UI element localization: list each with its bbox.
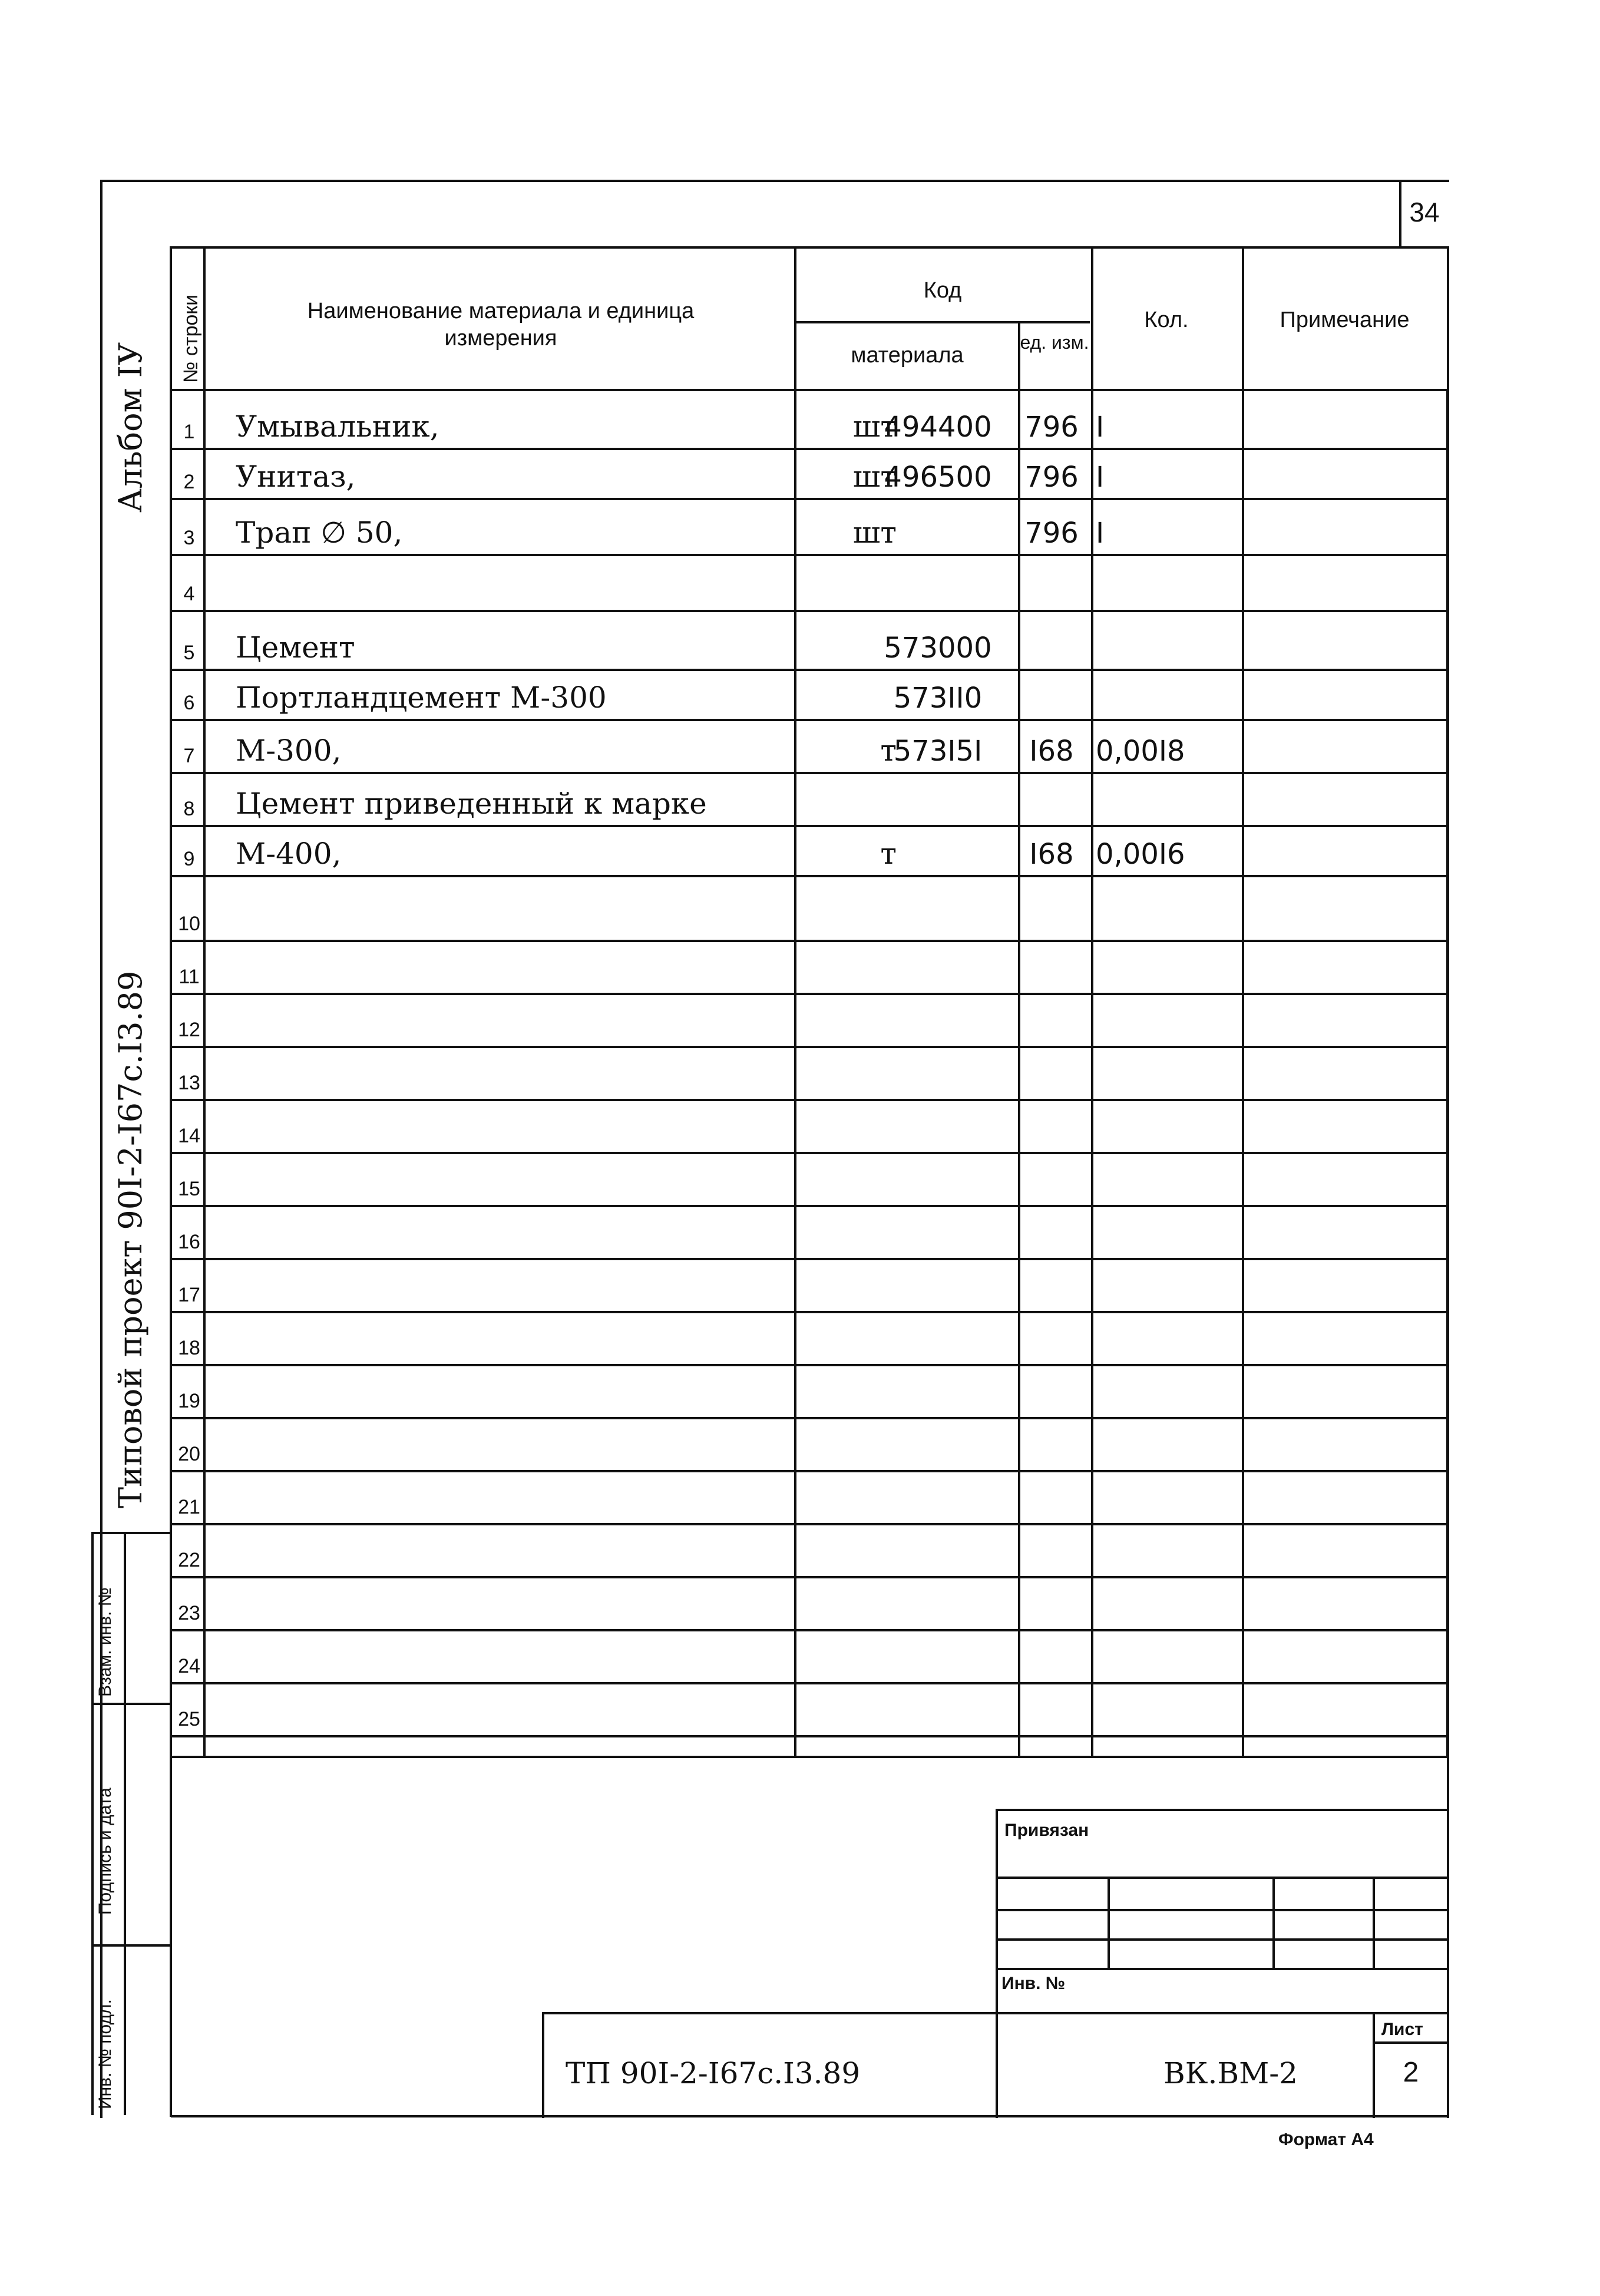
quantity [1096,619,1225,670]
row-number: 21 [178,1496,200,1518]
stamp-inv-replace: Взам. инв. № [95,1587,115,1697]
material-name [236,1473,860,1525]
quantity: 0,00I6 [1096,838,1185,871]
row-divider [171,1152,1449,1154]
material-name [236,1685,860,1737]
unit-code [1016,1526,1087,1578]
table-row [172,1261,1444,1313]
material-name [236,890,860,941]
table-row [172,1632,1444,1684]
row-number: 15 [178,1178,200,1200]
row-number: 22 [178,1549,200,1571]
material-name [236,1632,860,1684]
material-name [236,1049,860,1101]
row-number: 13 [178,1072,200,1094]
material-name: М-400, [236,837,342,871]
table-row [172,398,1444,450]
unit-code [1016,1367,1087,1419]
stamp-inv-orig: Инв. № подл. [95,1999,115,2109]
row-divider [171,1364,1449,1366]
tb-main-left [542,2012,544,2118]
material-code: 494400 [884,411,992,444]
table-row [172,1685,1444,1737]
row-divider [171,993,1449,995]
header-row-no: № строки [180,294,202,383]
quantity [1096,996,1225,1048]
tb-v1 [1108,1877,1110,1968]
row-divider [171,1258,1449,1260]
table-row [172,943,1444,995]
row-divider [171,1682,1449,1684]
quantity: I [1096,517,1105,550]
table-row [172,1526,1444,1578]
top-table-line [171,246,1449,249]
table-row [172,1208,1444,1260]
unit-code [1016,1208,1087,1260]
unit-code [1016,1420,1087,1472]
quantity [1096,1632,1225,1684]
table-row [172,619,1444,670]
row-divider [171,1523,1449,1525]
tb-main-top [542,2012,1449,2014]
row-divider [171,940,1449,942]
album-label: Альбом IУ [112,342,149,513]
material-name: Цемент [236,630,355,665]
material-name: М-300, [236,734,342,768]
unit-code [1016,943,1087,995]
unit-code [1016,1261,1087,1313]
quantity [1096,1367,1225,1419]
row-number: 17 [178,1284,200,1306]
material-name [236,1526,860,1578]
material-name [236,1261,860,1313]
row-number: 8 [183,798,195,820]
table-row [172,1049,1444,1101]
row-number: 20 [178,1443,200,1465]
table-bottom-line [171,1756,1449,1758]
table-row [172,504,1444,556]
row-number: 7 [183,745,195,767]
tb-line-1 [996,1877,1449,1879]
material-name [236,943,860,995]
tb-line-3 [996,1938,1449,1941]
table-row [172,1155,1444,1207]
row-divider [171,1417,1449,1419]
quantity: I [1096,461,1105,494]
quantity [1096,1208,1225,1260]
quantity [1096,1261,1225,1313]
unit-code [1016,560,1087,612]
material-name: Портландцемент М-300 [236,680,607,715]
unit-code [1016,1685,1087,1737]
row-number: 1 [183,421,195,443]
row-divider [171,1629,1449,1631]
tb-line-4 [996,1968,1449,1970]
doc-mark: ВК.ВМ-2 [1163,2056,1298,2090]
row-number: 12 [178,1019,200,1041]
row-divider [171,875,1449,877]
stamp-left-line [91,1532,94,2115]
doc-code: ТП 90I-2-I67с.I3.89 [566,2056,861,2090]
row-number: 11 [178,966,200,988]
unit-code: 796 [1024,411,1079,444]
stamp-sep1 [91,1703,171,1705]
material-name: Унитаз, [236,460,356,494]
bottom-border [171,2115,1449,2117]
table-row [172,775,1444,827]
unit: шт [852,409,897,444]
material-name [236,1102,860,1154]
unit-code [1016,1632,1087,1684]
format-label: Формат А4 [1278,2130,1374,2149]
quantity [1096,1526,1225,1578]
material-name [236,1155,860,1207]
row-divider [171,1099,1449,1101]
quantity [1096,943,1225,995]
material-code: 573I5I [893,735,983,768]
quantity [1096,1473,1225,1525]
table-row [172,1314,1444,1366]
quantity [1096,890,1225,941]
row-number: 4 [183,583,195,605]
header-code: Код [923,278,962,303]
unit: шт [852,516,897,550]
row-number: 3 [183,527,195,549]
quantity [1096,775,1225,827]
header-name: Наименование материала и единица измерения [307,299,695,351]
row-number: 25 [178,1708,200,1730]
quantity [1096,1314,1225,1366]
quantity: I [1096,411,1105,444]
inv-no-label: Инв. № [1001,1974,1066,1993]
material-code: 496500 [884,461,992,494]
row-number: 10 [178,913,200,935]
row-number: 6 [183,692,195,714]
table-row [172,1420,1444,1472]
row-divider [171,554,1449,556]
row-divider [171,1311,1449,1313]
page-number: 34 [1409,197,1440,227]
stamp-sign-date: Подпись и дата [95,1788,115,1915]
header-code-material: материала [851,343,964,368]
table-row [172,1473,1444,1525]
header-code-unit: ед. изм. [1020,332,1089,353]
row-divider [171,1205,1449,1207]
unit-code: 796 [1024,517,1079,550]
quantity [1096,1155,1225,1207]
unit: т [880,837,897,871]
table-row [172,448,1444,500]
quantity: 0,00I8 [1096,735,1185,768]
row-number: 24 [178,1655,200,1677]
unit-code [1016,1049,1087,1101]
header-bottom-line [171,389,1449,391]
material-name [236,1420,860,1472]
col-line-note [1446,389,1449,1757]
material-name [236,1367,860,1419]
material-code: 573II0 [893,682,983,715]
unit-code [1016,1314,1087,1366]
table-row [172,560,1444,612]
header-note: Примечание [1280,308,1410,332]
stamp-mid-line [124,1532,126,2115]
quantity [1096,1579,1225,1631]
material-name [236,1314,860,1366]
tb-left-line [996,1809,998,2118]
stamp-sep2 [91,1944,171,1947]
row-number: 14 [178,1125,200,1147]
row-divider [171,1735,1449,1737]
material-name: Трап ∅ 50, [236,516,403,550]
unit-code [1016,1155,1087,1207]
unit-code [1016,1473,1087,1525]
unit-code [1016,619,1087,670]
material-name: Умывальник, [236,409,439,444]
tb-v2 [1272,1877,1275,1968]
unit: т [880,734,897,768]
row-number: 16 [178,1231,200,1253]
quantity [1096,560,1225,612]
tb-sheet-sep [1373,2041,1449,2044]
unit: шт [852,460,897,494]
row-number: 19 [178,1390,200,1412]
unit-code: I68 [1029,735,1074,768]
material-name [236,560,860,612]
table-row [172,825,1444,877]
unit-code [1016,669,1087,721]
row-number: 5 [183,642,195,664]
table-row [172,1367,1444,1419]
material-name [236,996,860,1048]
material-name [236,1579,860,1631]
tb-line-2 [996,1909,1449,1911]
material-name [236,1208,860,1260]
unit-code [1016,775,1087,827]
unit-code [1016,1579,1087,1631]
material-name: Цемент приведенный к марке [236,787,707,821]
quantity [1096,1420,1225,1472]
table-row [172,890,1444,941]
tied-label: Привязан [1004,1821,1089,1840]
quantity [1096,1102,1225,1154]
material-code: 573000 [884,632,992,665]
unit-code: 796 [1024,461,1079,494]
row-divider [171,1576,1449,1578]
tb-top-line [996,1809,1449,1811]
row-divider [171,498,1449,500]
row-divider [171,719,1449,721]
quantity [1096,1685,1225,1737]
row-number: 2 [183,471,195,493]
tb-v3 [1373,1877,1375,1968]
quantity [1096,1049,1225,1101]
row-number: 18 [178,1337,200,1359]
row-divider [171,1470,1449,1472]
table-row [172,1102,1444,1154]
sheet-label: Лист [1381,2020,1423,2039]
table-row [172,1579,1444,1631]
quantity [1096,669,1225,721]
code-sub-line [795,321,1090,323]
stamp-top [91,1532,171,1534]
table-row [172,722,1444,774]
row-divider [171,1046,1449,1048]
unit-code [1016,1102,1087,1154]
unit-code [1016,996,1087,1048]
row-divider [171,772,1449,774]
row-number: 9 [183,848,195,870]
row-number: 23 [178,1602,200,1624]
table-row [172,669,1444,721]
table-row [172,996,1444,1048]
header-qty: Кол. [1144,308,1189,332]
unit-code: I68 [1029,838,1074,871]
project-label: Типовой проект 90I-2-I67с.I3.89 [112,970,149,1508]
row-divider [171,610,1449,612]
unit-code [1016,890,1087,941]
sheet-value: 2 [1403,2057,1419,2088]
